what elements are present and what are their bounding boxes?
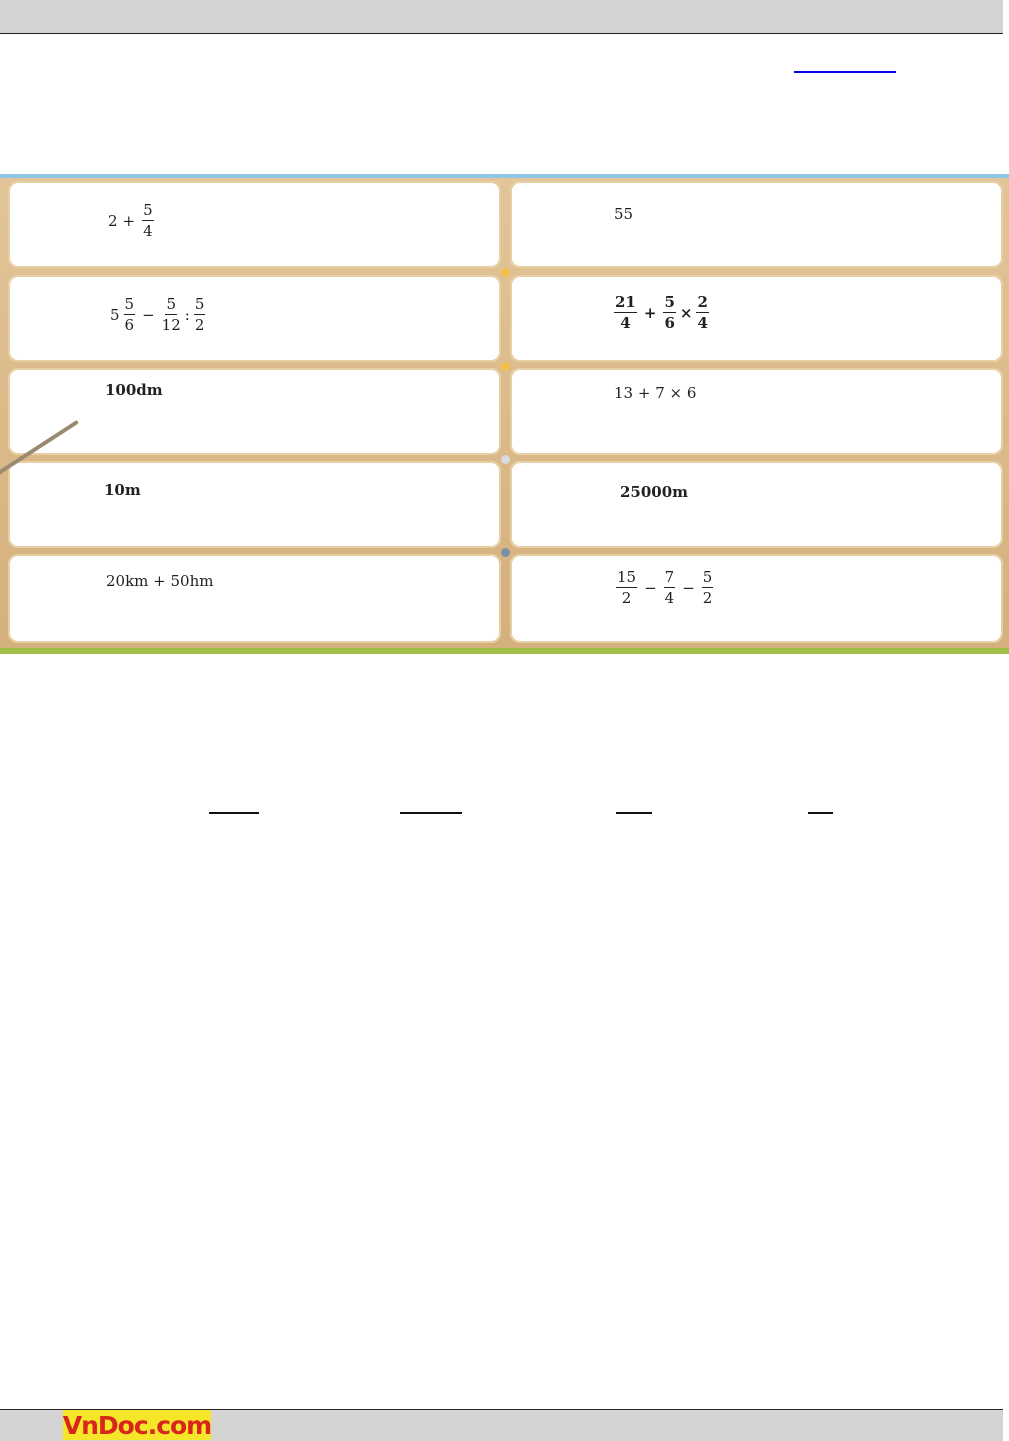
denominator: 6 — [664, 314, 675, 332]
denominator: 4 — [620, 314, 631, 332]
card-joint-dot — [501, 455, 510, 464]
fraction — [614, 295, 637, 331]
denominator: 2 — [194, 316, 205, 334]
numerator: 5 — [194, 295, 205, 313]
card-joint-dot — [501, 268, 510, 277]
denominator: 12 — [161, 316, 181, 334]
fraction — [124, 297, 136, 333]
whole-number: 5 — [110, 306, 120, 324]
card-r4-left[interactable] — [8, 461, 501, 548]
operator: + — [122, 212, 136, 230]
card-r5-left[interactable] — [8, 554, 501, 643]
numerator: 5 — [143, 201, 153, 219]
vndoc-logo[interactable] — [63, 1410, 211, 1440]
denominator: 6 — [124, 316, 135, 334]
card-r2-left[interactable] — [8, 275, 501, 362]
expression — [110, 297, 207, 333]
fraction — [162, 297, 181, 333]
numerator: 5 — [166, 295, 176, 313]
board-grass-strip — [0, 648, 1009, 654]
logo-text-dot: . — [147, 1410, 157, 1440]
expression — [106, 572, 213, 590]
card-r1-left[interactable] — [8, 181, 501, 268]
fraction — [142, 203, 154, 239]
fraction — [702, 570, 714, 606]
operator: : — [184, 306, 190, 324]
fraction — [663, 295, 675, 331]
numerator: 5 — [124, 295, 135, 313]
answer-blank[interactable] — [209, 812, 259, 814]
value-text: 10m — [104, 481, 141, 499]
answer-blank[interactable] — [808, 812, 833, 814]
numerator: 7 — [664, 568, 675, 586]
fraction — [616, 570, 637, 606]
expression — [108, 203, 156, 239]
numerator: 5 — [664, 293, 675, 311]
denominator: 2 — [621, 589, 632, 607]
numerator: 21 — [615, 293, 636, 311]
answer-blank[interactable] — [400, 812, 462, 814]
denominator: 4 — [143, 222, 153, 240]
fraction — [664, 570, 676, 606]
fraction — [194, 297, 206, 333]
operator: − — [644, 579, 657, 597]
expression — [614, 384, 696, 402]
expression — [620, 483, 688, 501]
expression — [104, 481, 141, 499]
denominator: 4 — [664, 589, 675, 607]
expression — [612, 295, 711, 331]
value-text: 25000m — [620, 483, 689, 501]
header-link-underline[interactable] — [794, 71, 896, 73]
card-r5-right[interactable] — [510, 554, 1003, 643]
card-r3-left[interactable] — [8, 368, 501, 455]
value-text: 13 + 7 × 6 — [614, 384, 697, 402]
logo-text-vndoc: VnDoc — [62, 1410, 148, 1440]
operator: × — [679, 304, 693, 322]
card-joint-dot — [501, 548, 510, 557]
value-text: 55 — [614, 205, 634, 223]
board-sky-strip — [0, 174, 1009, 178]
header-band — [0, 0, 1003, 34]
term: 2 — [108, 212, 118, 230]
card-r1-right[interactable] — [510, 181, 1003, 268]
card-r4-right[interactable] — [510, 461, 1003, 548]
operator: − — [682, 579, 695, 597]
value-text: 100dm — [105, 381, 163, 399]
matching-board — [0, 174, 1009, 654]
card-joint-dot — [501, 362, 510, 371]
expression — [105, 381, 163, 399]
denominator: 4 — [697, 314, 708, 332]
card-r3-right[interactable] — [510, 368, 1003, 455]
numerator: 2 — [697, 293, 708, 311]
card-r2-right[interactable] — [510, 275, 1003, 362]
logo-text-com: com — [156, 1410, 212, 1440]
denominator: 2 — [702, 589, 713, 607]
numerator: 15 — [617, 568, 637, 586]
expression — [614, 205, 633, 223]
operator: + — [643, 304, 657, 322]
numerator: 5 — [702, 568, 713, 586]
expression — [614, 570, 715, 606]
fraction — [696, 295, 708, 331]
value-text: 20km + 50hm — [106, 572, 214, 590]
answer-blank[interactable] — [616, 812, 652, 814]
operator: − — [142, 306, 155, 324]
